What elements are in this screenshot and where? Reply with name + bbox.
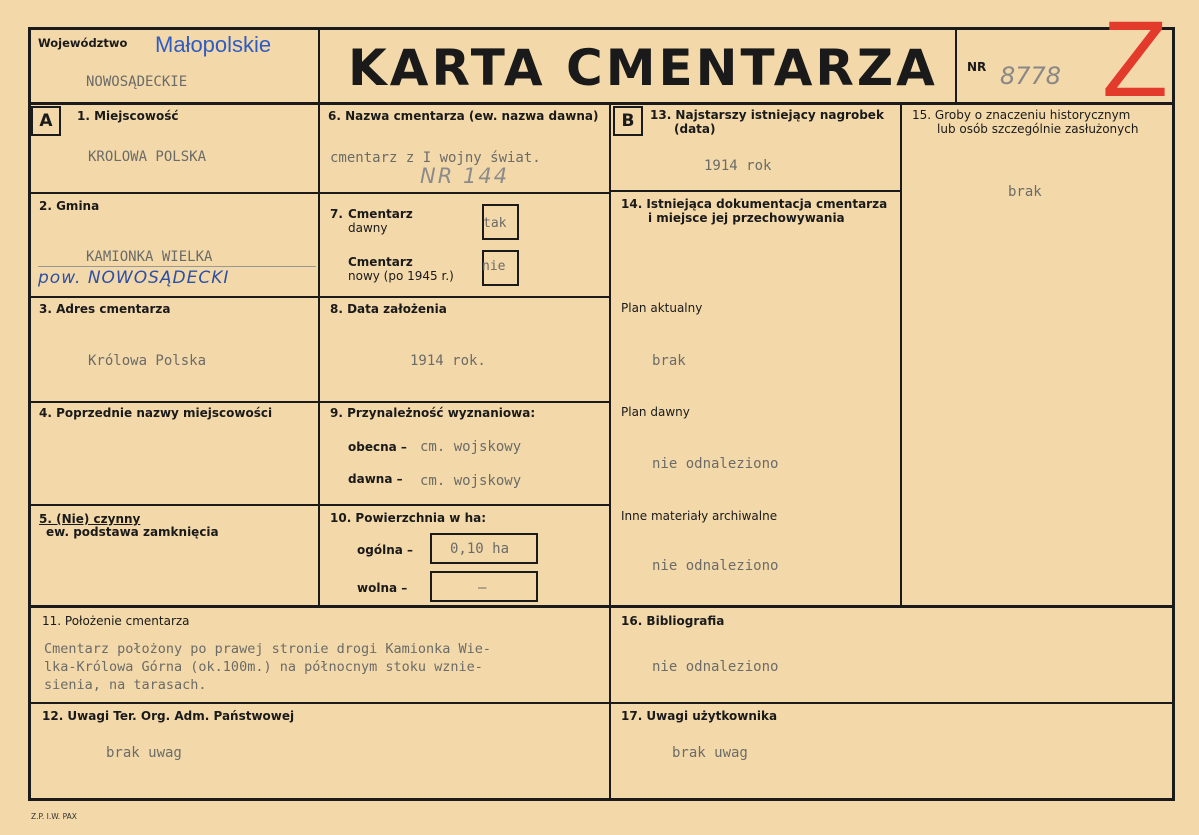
- field-10-label: 10. Powierzchnia w ha:: [330, 511, 487, 525]
- field-4-label: 4. Poprzednie nazwy miejscowości: [39, 406, 273, 420]
- field-12-value: brak uwag: [106, 745, 182, 761]
- nr-value: 8778: [1000, 62, 1062, 90]
- inne-materialy-value: nie odnaleziono: [652, 558, 779, 574]
- field-8-label: 8. Data założenia: [330, 302, 447, 316]
- field-13-label: 13. Najstarszy istniejący nagrobek: [650, 108, 884, 122]
- page-title: KARTA CMENTARZA: [348, 39, 938, 97]
- field-15-label: 15. Groby o znaczeniu historycznym: [912, 108, 1131, 122]
- field-2-label: 2. Gmina: [39, 199, 100, 213]
- field-2-underline: [38, 266, 316, 267]
- field-11-line-2: lka-Królowa Górna (ok.100m.) na północnym stoku wznie-: [44, 659, 483, 675]
- printer-mark: Z.P. I.W. PAX: [31, 812, 77, 821]
- field-17-value: brak uwag: [672, 745, 748, 761]
- field-12-label: 12. Uwagi Ter. Org. Adm. Państwowej: [42, 709, 295, 723]
- inne-materialy-label: Inne materiały archiwalne: [621, 509, 778, 523]
- category-mark: Z: [1102, 0, 1168, 119]
- nr-label: NR: [967, 60, 987, 74]
- field-15-sublabel: lub osób szczególnie zasłużonych: [937, 122, 1139, 136]
- field-13-value: 1914 rok: [704, 158, 772, 174]
- field-6-handwritten: NR 144: [420, 164, 510, 188]
- field-3-value: Królowa Polska: [88, 353, 207, 369]
- wojewodztwo-label: Województwo: [38, 36, 128, 50]
- section-b-marker: B: [613, 106, 643, 136]
- field-10-ogolna-label: ogólna –: [357, 543, 414, 557]
- field-3-label: 3. Adres cmentarza: [39, 302, 171, 316]
- field-7-nowy-sublabel: nowy (po 1945 r.): [348, 269, 454, 283]
- wojewodztwo-typed: NOWOSĄDECKIE: [86, 74, 188, 90]
- field-9-obecna-label: obecna –: [348, 440, 407, 454]
- field-15-value: brak: [1008, 184, 1042, 200]
- field-10-ogolna-value: 0,10 ha: [450, 541, 510, 557]
- wojewodztwo-stamp: Małopolskie: [155, 32, 272, 57]
- field-2-value: KAMIONKA WIELKA: [86, 249, 213, 265]
- field-9-dawna-label: dawna –: [348, 472, 403, 486]
- field-9-obecna-value: cm. wojskowy: [420, 439, 522, 455]
- field-10-wolna-value: –: [478, 580, 487, 596]
- field-14-sublabel: i miejsce jej przechowywania: [648, 211, 845, 225]
- field-5-label: 5. (Nie) czynny: [39, 512, 141, 526]
- plan-aktualny-value: brak: [652, 353, 686, 369]
- field-2-handwritten: pow. NOWOSĄDECKI: [38, 268, 230, 288]
- field-9-label: 9. Przynależność wyznaniowa:: [330, 406, 536, 420]
- field-6-label: 6. Nazwa cmentarza (ew. nazwa dawna): [328, 109, 599, 123]
- field-11-label: 11. Położenie cmentarza: [42, 614, 190, 628]
- field-9-dawna-value: cm. wojskowy: [420, 473, 522, 489]
- section-a-marker: A: [31, 106, 61, 136]
- field-7-nowy-label: Cmentarz: [348, 255, 413, 269]
- field-5-sublabel: ew. podstawa zamknięcia: [46, 525, 219, 539]
- field-1-label: 1. Miejscowość: [77, 109, 179, 123]
- field-7-dawny-sublabel: dawny: [348, 221, 388, 235]
- plan-dawny-label: Plan dawny: [621, 405, 690, 419]
- field-7-label: 7.: [330, 207, 343, 221]
- field-1-value: KROLOWA POLSKA: [88, 149, 207, 165]
- field-6-value: cmentarz z I wojny świat.: [330, 150, 541, 166]
- field-17-label: 17. Uwagi użytkownika: [621, 709, 778, 723]
- field-10-wolna-label: wolna –: [357, 581, 408, 595]
- field-16-label: 16. Bibliografia: [621, 614, 725, 628]
- field-8-value: 1914 rok.: [410, 353, 486, 369]
- field-7-dawny-value: tak: [483, 216, 507, 231]
- field-16-value: nie odnaleziono: [652, 659, 779, 675]
- plan-aktualny-label: Plan aktualny: [621, 301, 703, 315]
- field-11-line-3: sienia, na tarasach.: [44, 677, 207, 693]
- field-13-sublabel: (data): [674, 122, 716, 136]
- field-7-nowy-value: nie: [482, 259, 506, 274]
- field-11-line-1: Cmentarz położony po prawej stronie drogi Kamionka Wie-: [44, 641, 492, 657]
- field-7-dawny-label: Cmentarz: [348, 207, 413, 221]
- field-14-label: 14. Istniejąca dokumentacja cmentarza: [621, 197, 888, 211]
- plan-dawny-value: nie odnaleziono: [652, 456, 779, 472]
